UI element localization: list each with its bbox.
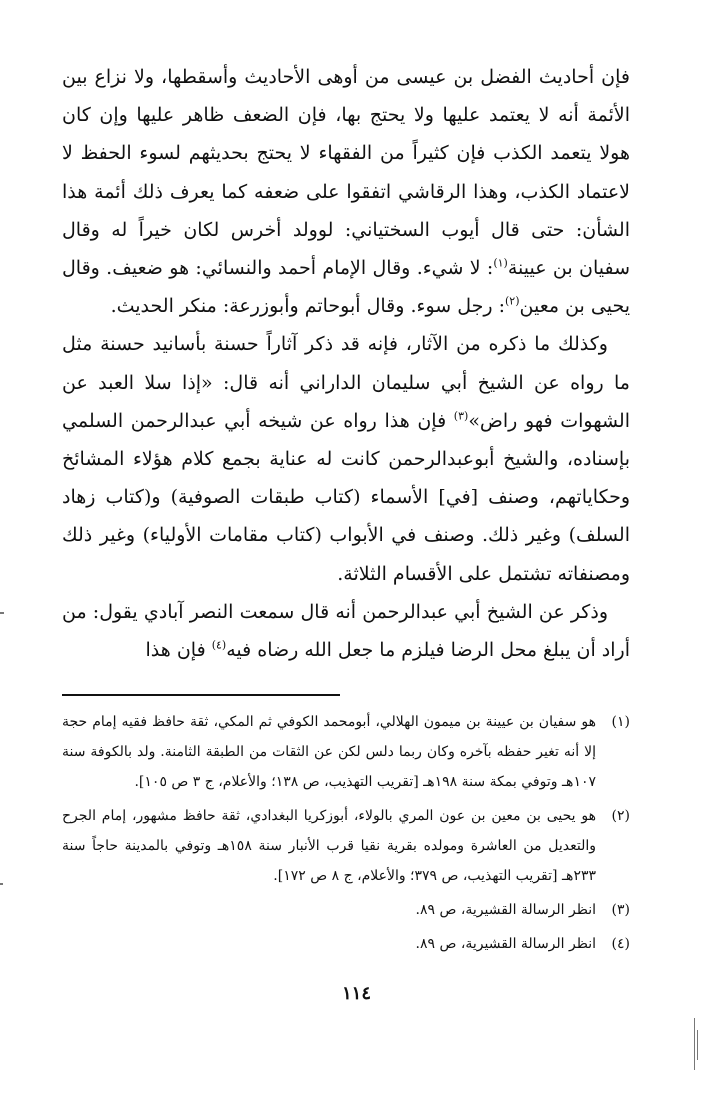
paragraph-text: فإن هذا رواه عن شيخه أبي عبدالرحمن السلمي بإسناده، والشيخ أبوعبدالرحمن كانت له عناية بجمع كلام هؤلاء المشائخ وحكاياتهم، وصنف [في] الأسماء (كتاب طبقات الصوفية) و(كتاب زهاد السلف) وغير ذلك. وصنف في الأبواب (كتاب مقامات الأولياء) وغير ذلك ومصنفاته تشتمل على الأقسام الثلاثة. <box>62 409 630 585</box>
scan-edge-mark <box>694 1018 695 1070</box>
footnote-number: (٤) <box>611 936 630 952</box>
footnote-ref-3: (٣) <box>453 409 469 423</box>
paragraph-text: وذكر عن الشيخ أبي عبدالرحمن أنه قال سمعت النصر آبادي يقول: من أراد أن يبلغ محل الرضا فيلزم ما جعل الله رضاه فيه <box>62 600 630 662</box>
footnote-text: انظر الرسالة القشيرية، ص ٨٩. <box>415 936 596 952</box>
paragraph-text: : لا شيء. وقال الإمام أحمد والنسائي: هو ضعيف. وقال يحيى بن معين <box>62 257 630 318</box>
footnote-number: (٢) <box>611 808 630 824</box>
footnote-2 <box>62 801 630 891</box>
footnotes <box>62 707 630 963</box>
page-number: ١١٤ <box>341 983 371 1004</box>
paragraph-text: وكذلك ما ذكره من الآثار، فإنه قد ذكر آثاراً حسنة بأسانيد حسنة مثل ما رواه عن الشيخ أبي سليمان الداراني أنه قال: «إذا سلا العبد عن الشهوات فهو راض» <box>62 333 630 432</box>
footnote-3 <box>62 895 630 925</box>
paragraph-1 <box>62 58 630 325</box>
footnote-1 <box>62 707 630 797</box>
scan-edge-mark <box>0 612 4 614</box>
footnote-number: (٣) <box>611 902 630 918</box>
paragraph-text: : رجل سوء. وقال أبوحاتم وأبوزرعة: منكر الحديث. <box>110 295 505 318</box>
footnote-divider <box>62 694 340 696</box>
paragraph-text: فإن هذا <box>145 639 212 662</box>
paragraph-text: فإن أحاديث الفضل بن عيسى من أوهى الأحاديث وأسقطها، ولا نزاع بين الأئمة أنه لا يعتمد عليها ولا يحتج بها، فإن الضعف ظاهر عليها وإن كان هولا يتعمد الكذب فإن كثيراً من الفقهاء لا يحتج بحديثهم لسوء الحفظ لا لاعتماد الكذب، وهذا الرقاشي اتفقوا على ضعفه كما يعرف ذلك أئمة هذا الشأن: حتى قال أيوب السختياني: لوولد أخرس لكان خيراً له وقال سفيان بن عيينة <box>62 66 630 280</box>
page-body <box>62 58 630 669</box>
footnote-ref-2: (٢) <box>504 294 520 308</box>
paragraph-3 <box>62 593 630 669</box>
footnote-ref-4: (٤) <box>211 638 227 652</box>
footnote-text: هو سفيان بن عيينة بن ميمون الهلالي، أبومحمد الكوفي ثم المكي، ثقة حافظ فقيه إمام حجة إلا أنه تغير حفظه بآخره وكان ربما دلس لكن عن الثقات من الطبقة الثامنة. ولد بالكوفة سنة ١٠٧هـ وتوفي بمكة سنة ١٩٨هـ [تقريب التهذيب، ص ١٣٨؛ والأعلام، ج ٣ ص ١٠٥]. <box>62 714 596 790</box>
footnote-text: انظر الرسالة القشيرية، ص ٨٩. <box>415 902 596 918</box>
scan-edge-mark <box>0 883 3 885</box>
scan-edge-mark <box>697 1030 698 1060</box>
footnote-text: هو يحيى بن معين بن عون المري بالولاء، أبوزكريا البغدادي، ثقة حافظ مشهور، إمام الجرح والتعديل من العاشرة ومولده بقرية نقيا قرب الأنبار سنة ١٥٨هـ وتوفي بالمدينة حاجاً سنة ٢٣٣هـ [تقريب التهذيب، ص ٣٧٩؛ والأعلام، ج ٨ ص ١٧٢]. <box>62 808 596 884</box>
footnote-number: (١) <box>611 714 630 730</box>
footnote-4 <box>62 929 630 959</box>
footnote-ref-1: (١) <box>493 256 508 270</box>
main-text <box>62 58 630 669</box>
paragraph-2 <box>62 325 630 592</box>
